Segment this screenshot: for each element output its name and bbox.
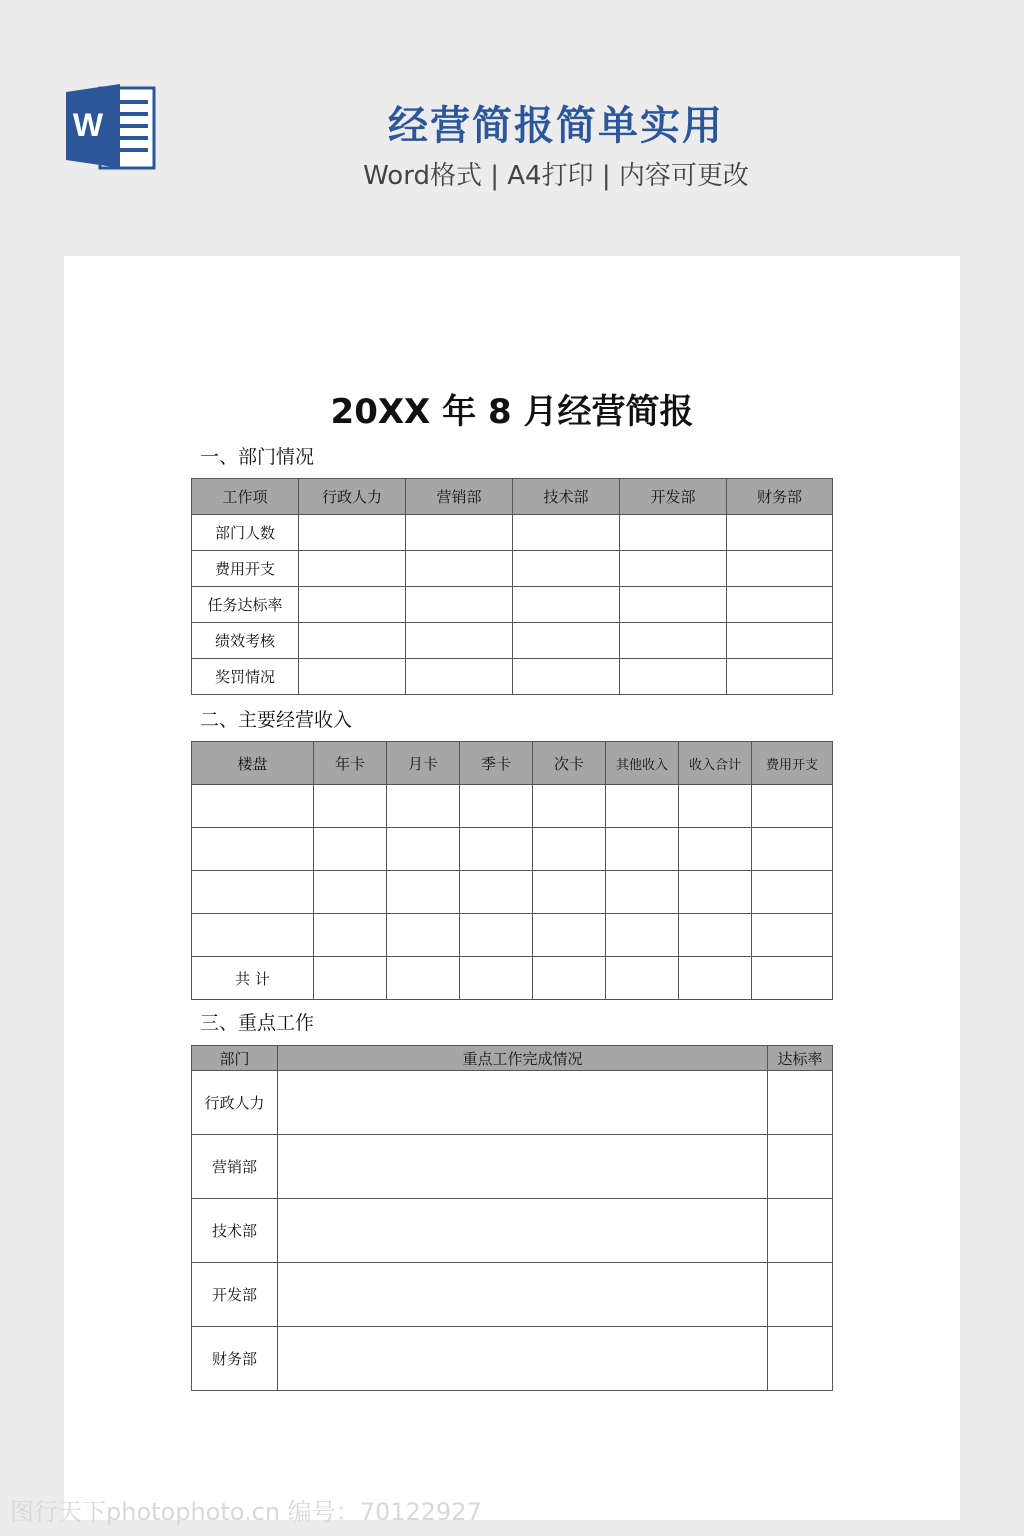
cell xyxy=(406,659,513,695)
cell xyxy=(299,515,406,551)
cell xyxy=(513,659,620,695)
column-header: 营销部 xyxy=(406,479,513,515)
table-total-row xyxy=(192,957,833,1000)
promo-header xyxy=(0,0,1024,256)
row-label: 奖罚情况 xyxy=(192,659,299,695)
cell xyxy=(513,587,620,623)
cell xyxy=(387,871,460,914)
table-row xyxy=(192,659,833,695)
cell xyxy=(752,957,833,1000)
cell xyxy=(533,871,606,914)
cell xyxy=(727,659,833,695)
cell xyxy=(727,551,833,587)
table-row xyxy=(192,828,833,871)
cell xyxy=(727,587,833,623)
row-label: 费用开支 xyxy=(192,551,299,587)
table-row xyxy=(192,1263,833,1327)
cell xyxy=(406,515,513,551)
column-header: 次卡 xyxy=(533,742,606,785)
cell xyxy=(460,871,533,914)
cell xyxy=(679,785,752,828)
table-row xyxy=(192,914,833,957)
row-label: 财务部 xyxy=(192,1327,278,1391)
cell xyxy=(533,914,606,957)
cell xyxy=(513,551,620,587)
column-header: 财务部 xyxy=(727,479,833,515)
cell xyxy=(278,1263,768,1327)
column-header: 年卡 xyxy=(314,742,387,785)
word-icon xyxy=(64,80,156,172)
dept-table xyxy=(191,478,833,695)
table-row xyxy=(192,587,833,623)
table-row xyxy=(192,785,833,828)
column-header: 月卡 xyxy=(387,742,460,785)
column-header: 其他收入 xyxy=(606,742,679,785)
cell xyxy=(768,1263,833,1327)
cell xyxy=(752,871,833,914)
promo-subtitle: Word格式 | A4打印 | 内容可更改 xyxy=(363,161,749,191)
table-header-row xyxy=(192,479,833,515)
row-label: 任务达标率 xyxy=(192,587,299,623)
column-header: 行政人力 xyxy=(299,479,406,515)
cell xyxy=(387,828,460,871)
cell xyxy=(406,587,513,623)
row-label: 营销部 xyxy=(192,1135,278,1199)
cell xyxy=(679,914,752,957)
section-heading-work: 三、重点工作 xyxy=(200,1012,315,1034)
row-label: 部门人数 xyxy=(192,515,299,551)
work-table xyxy=(191,1045,833,1391)
cell xyxy=(679,871,752,914)
column-header: 季卡 xyxy=(460,742,533,785)
cell xyxy=(679,957,752,1000)
section-heading-income: 二、主要经营收入 xyxy=(200,709,353,731)
cell xyxy=(606,871,679,914)
cell xyxy=(620,587,727,623)
column-header: 达标率 xyxy=(768,1046,833,1071)
cell xyxy=(620,623,727,659)
cell xyxy=(192,914,314,957)
table-header-row xyxy=(192,1046,833,1071)
section-heading-dept: 一、部门情况 xyxy=(200,446,315,468)
cell xyxy=(768,1199,833,1263)
cell xyxy=(299,623,406,659)
cell xyxy=(314,785,387,828)
table-row xyxy=(192,1327,833,1391)
cell xyxy=(299,587,406,623)
cell xyxy=(387,785,460,828)
cell xyxy=(299,551,406,587)
cell xyxy=(460,785,533,828)
total-label: 共 计 xyxy=(192,957,314,1000)
cell xyxy=(460,828,533,871)
table-row xyxy=(192,551,833,587)
row-label: 行政人力 xyxy=(192,1071,278,1135)
table-row xyxy=(192,1135,833,1199)
row-label: 开发部 xyxy=(192,1263,278,1327)
cell xyxy=(620,515,727,551)
row-label: 技术部 xyxy=(192,1199,278,1263)
cell xyxy=(513,623,620,659)
cell xyxy=(406,623,513,659)
cell xyxy=(620,551,727,587)
cell xyxy=(513,515,620,551)
cell xyxy=(533,828,606,871)
cell xyxy=(460,957,533,1000)
table-row xyxy=(192,1071,833,1135)
table-row xyxy=(192,515,833,551)
table-header-row xyxy=(192,742,833,785)
cell xyxy=(606,785,679,828)
cell xyxy=(606,914,679,957)
page-title: 20XX 年 8 月经营简报 xyxy=(330,392,694,432)
cell xyxy=(768,1327,833,1391)
cell xyxy=(620,659,727,695)
column-header: 工作项 xyxy=(192,479,299,515)
cell xyxy=(752,828,833,871)
table-row xyxy=(192,1199,833,1263)
cell xyxy=(192,828,314,871)
column-header: 楼盘 xyxy=(192,742,314,785)
cell xyxy=(278,1327,768,1391)
document-page xyxy=(64,256,960,1520)
cell xyxy=(314,914,387,957)
cell xyxy=(679,828,752,871)
row-label: 绩效考核 xyxy=(192,623,299,659)
cell xyxy=(606,828,679,871)
cell xyxy=(727,515,833,551)
cell xyxy=(299,659,406,695)
column-header: 费用开支 xyxy=(752,742,833,785)
table-row xyxy=(192,871,833,914)
cell xyxy=(533,785,606,828)
column-header: 开发部 xyxy=(620,479,727,515)
cell xyxy=(387,957,460,1000)
column-header: 收入合计 xyxy=(679,742,752,785)
cell xyxy=(278,1071,768,1135)
table-row xyxy=(192,623,833,659)
cell xyxy=(192,785,314,828)
svg-text:W: W xyxy=(72,107,104,143)
cell xyxy=(314,957,387,1000)
cell xyxy=(752,785,833,828)
column-header: 重点工作完成情况 xyxy=(278,1046,768,1071)
cell xyxy=(768,1071,833,1135)
watermark: 图行天下photophoto.cn 编号：70122927 xyxy=(10,1498,482,1526)
income-table xyxy=(191,741,833,1000)
cell xyxy=(278,1199,768,1263)
cell xyxy=(278,1135,768,1199)
cell xyxy=(727,623,833,659)
column-header: 部门 xyxy=(192,1046,278,1071)
cell xyxy=(314,871,387,914)
cell xyxy=(533,957,606,1000)
column-header: 技术部 xyxy=(513,479,620,515)
cell xyxy=(192,871,314,914)
cell xyxy=(460,914,533,957)
cell xyxy=(314,828,387,871)
cell xyxy=(752,914,833,957)
cell xyxy=(768,1135,833,1199)
promo-title: 经营简报简单实用 xyxy=(388,103,724,149)
cell xyxy=(606,957,679,1000)
cell xyxy=(406,551,513,587)
cell xyxy=(387,914,460,957)
